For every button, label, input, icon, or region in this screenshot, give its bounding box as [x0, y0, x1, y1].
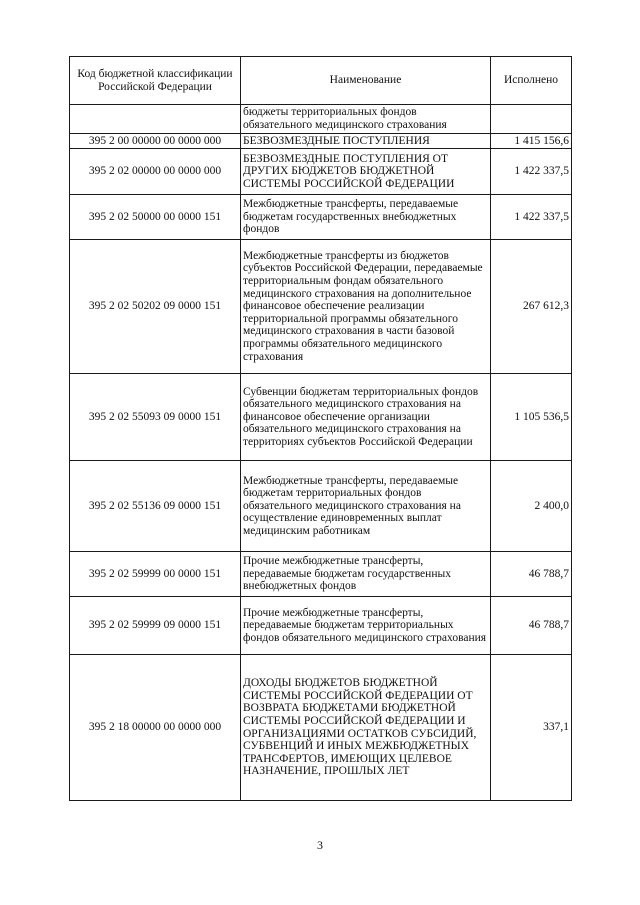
- table-row: [70, 552, 572, 597]
- table-row: [70, 134, 572, 149]
- table-row: [70, 655, 572, 801]
- row-value: 46 788,7: [491, 597, 572, 655]
- row-name: Межбюджетные трансферты, передаваемые бюджетам государственных внебюджетных фондов: [241, 195, 491, 240]
- table-row: [70, 149, 572, 195]
- row-value: [491, 105, 572, 134]
- table-header-row: [70, 57, 572, 105]
- table-row: [70, 240, 572, 374]
- row-code: 395 2 02 59999 00 0000 151: [70, 552, 241, 597]
- row-code: 395 2 02 50000 00 0000 151: [70, 195, 241, 240]
- row-code: 395 2 00 00000 00 0000 000: [70, 134, 241, 149]
- row-value: 46 788,7: [491, 552, 572, 597]
- row-value: 1 422 337,5: [491, 149, 572, 195]
- row-code: 395 2 02 50202 09 0000 151: [70, 240, 241, 374]
- row-name: Межбюджетные трансферты из бюджетов субъектов Российской Федерации, передаваемые территориальным фондам обязательного медицинского страхования на дополнительное финансовое обеспечение реализации территориальной программы обязательного медицинского страхования в части базовой программы обязательного медицинского страхования: [241, 240, 491, 374]
- table-row: [70, 597, 572, 655]
- row-name: Межбюджетные трансферты, передаваемые бюджетам территориальных фондов обязательного медицинского страхования на осуществление единовременных выплат медицинским работникам: [241, 461, 491, 552]
- row-value: 267 612,3: [491, 240, 572, 374]
- row-code: [70, 105, 241, 134]
- budget-table: [69, 56, 572, 801]
- row-name: БЕЗВОЗМЕЗДНЫЕ ПОСТУПЛЕНИЯ ОТ ДРУГИХ БЮДЖЕТОВ БЮДЖЕТНОЙ СИСТЕМЫ РОССИЙСКОЙ ФЕДЕРАЦИИ: [241, 149, 491, 195]
- table-row: [70, 195, 572, 240]
- row-name: БЕЗВОЗМЕЗДНЫЕ ПОСТУПЛЕНИЯ: [241, 134, 491, 149]
- row-name: ДОХОДЫ БЮДЖЕТОВ БЮДЖЕТНОЙ СИСТЕМЫ РОССИЙСКОЙ ФЕДЕРАЦИИ ОТ ВОЗВРАТА БЮДЖЕТАМИ БЮДЖЕТНОЙ СИСТЕМЫ РОССИЙСКОЙ ФЕДЕРАЦИИ И ОРГАНИЗАЦИЯМИ ОСТАТКОВ СУБСИДИЙ, СУБВЕНЦИЙ И ИНЫХ МЕЖБЮДЖЕТНЫХ ТРАНСФЕРТОВ, ИМЕЮЩИХ ЦЕЛЕВОЕ НАЗНАЧЕНИЕ, ПРОШЛЫХ ЛЕТ: [241, 655, 491, 801]
- table-row: [70, 461, 572, 552]
- row-name: бюджеты территориальных фондов обязательного медицинского страхования: [241, 105, 491, 134]
- row-name: Субвенции бюджетам территориальных фондов обязательного медицинского страхования на финансовое обеспечение организации обязательного медицинского страхования на территориях субъектов Российской Федерации: [241, 374, 491, 461]
- header-value: Исполнено: [491, 57, 572, 105]
- row-value: 1 105 536,5: [491, 374, 572, 461]
- table-row: [70, 374, 572, 461]
- row-code: 395 2 02 55136 09 0000 151: [70, 461, 241, 552]
- row-value: 1 422 337,5: [491, 195, 572, 240]
- header-code: Код бюджетной классификации Российской Федерации: [70, 57, 241, 105]
- row-code: 395 2 18 00000 00 0000 000: [70, 655, 241, 801]
- row-code: 395 2 02 55093 09 0000 151: [70, 374, 241, 461]
- row-code: 395 2 02 59999 09 0000 151: [70, 597, 241, 655]
- page-number: 3: [317, 838, 323, 852]
- table-row: [70, 105, 572, 134]
- header-name: Наименование: [241, 57, 491, 105]
- row-value: 2 400,0: [491, 461, 572, 552]
- row-value: 337,1: [491, 655, 572, 801]
- row-code: 395 2 02 00000 00 0000 000: [70, 149, 241, 195]
- row-name: Прочие межбюджетные трансферты, передаваемые бюджетам территориальных фондов обязательного медицинского страхования: [241, 597, 491, 655]
- row-value: 1 415 156,6: [491, 134, 572, 149]
- row-name: Прочие межбюджетные трансферты, передаваемые бюджетам государственных внебюджетных фондов: [241, 552, 491, 597]
